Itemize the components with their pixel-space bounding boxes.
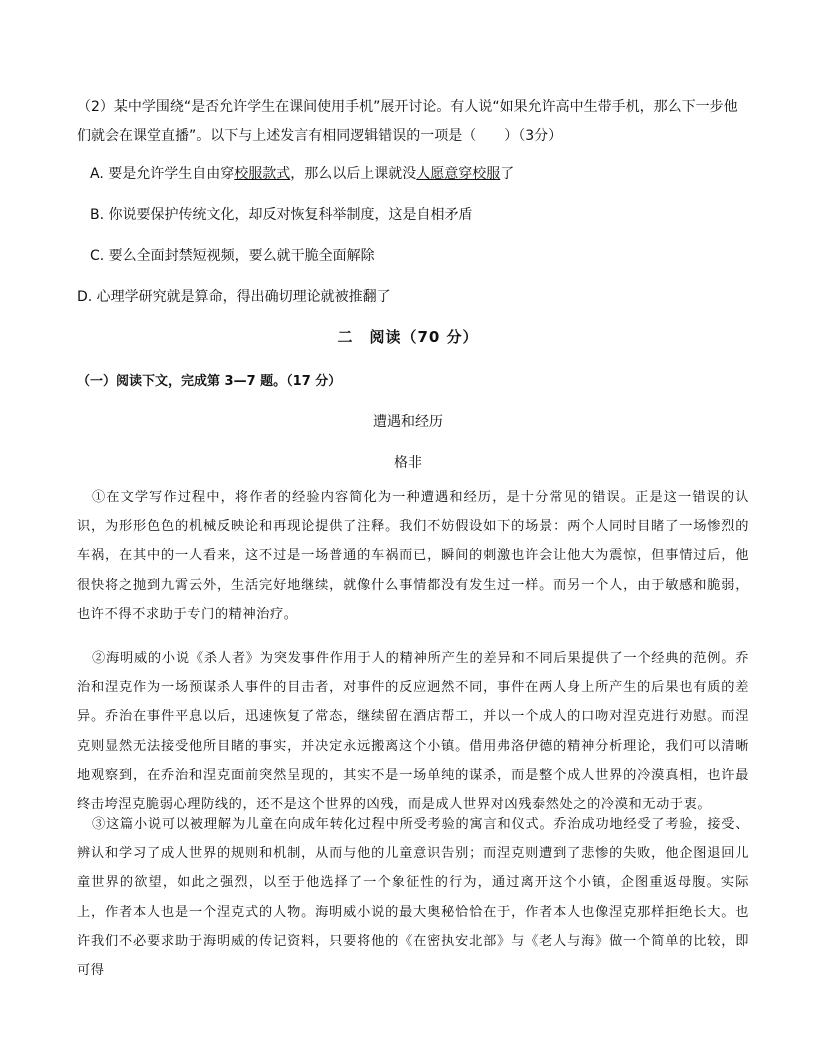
option-d: D. 心理学研究就是算命，得出确切理论就被推翻了 bbox=[77, 289, 391, 305]
article-paragraph: ②海明威的小说《杀人者》为突发事件作用于人的精神所产生的差异和不同后果提供了一个经典的范例。乔治和涅克作为一场预谋杀人事件的目击者，对事件的反应迥然不同，事件在两人身上所产生的后果也有质的差异。乔治在事件平息以后，迅速恢复了常态，继续留在酒店帮工，并以一个成人的口吻对涅克进行劝慰。而涅克则显然无法接受他所目睹的事实，并决定永远搬离这个小镇。借用弗洛伊德的精神分析理论，我们可以清晰地观察到，在乔治和涅克面前突然呈现的，其实不是一场单纯的谋杀，而是整个成人世界的冷漠真相，也许最终击垮涅克脆弱心理防线的，还不是这个世界的凶残，而是成人世界对凶残泰然处之的冷漠和无动于衷。 bbox=[77, 651, 749, 813]
option-a-suffix: 了 bbox=[500, 166, 515, 182]
option-a-underlined-1: 校服款式 bbox=[234, 166, 291, 182]
option-c: C. 要么全面封禁短视频，要么就干脆全面解除 bbox=[90, 248, 375, 264]
option-a bbox=[90, 163, 514, 183]
question-stem: （2）某中学围绕“是否允许学生在课间使用手机”展开讨论。有人说“如果允许高中生带手机，那么下一步他们就会在课堂直播”。以下与上述发言有相同逻辑错误的一项是（ ）（3分） bbox=[77, 99, 738, 144]
option-a-mid: ，那么以后上课就没 bbox=[290, 166, 417, 182]
section-title: 二 阅读（70 分） bbox=[337, 328, 479, 346]
section-subtitle: （一）阅读下文，完成第 3—7 题。（17 分） bbox=[77, 374, 342, 389]
article-title: 遭遇和经历 bbox=[373, 414, 443, 430]
option-a-prefix: A. 要是允许学生自由穿 bbox=[90, 166, 235, 182]
option-a-underlined-2: 人愿意穿校服 bbox=[416, 166, 501, 182]
option-b: B. 你说要保护传统文化，却反对恢复科举制度，这是自相矛盾 bbox=[90, 207, 473, 223]
article-paragraph: ①在文学写作过程中，将作者的经验内容简化为一种遭遇和经历，是十分常见的错误。正是这一错误的认识，为形形色色的机械反映论和再现论提供了注释。我们不妨假设如下的场景：两个人同时目睹了一场惨烈的车祸，在其中的一人看来，这不过是一场普通的车祸而已，瞬间的刺激也许会让他大为震惊，但事情过后，他很快将之抛到九霄云外，生活完好地继续，就像什么事情都没有发生过一样。而另一个人，由于敏感和脆弱，也许不得不求助于专门的精神治疗。 bbox=[77, 490, 749, 622]
article-paragraph: ③这篇小说可以被理解为儿童在向成年转化过程中所受考验的寓言和仪式。乔治成功地经受了考验，接受、辨认和学习了成人世界的规则和机制，从而与他的儿童意识告别；而涅克则遭到了悲惨的失败，他企图退回儿童世界的欲望，如此之强烈，以至于他选择了一个象征性的行为，通过离开这个小镇，企图重返母腹。实际上，作者本人也是一个涅克式的人物。海明威小说的最大奥秘恰恰在于，作者本人也像涅克那样拒绝长大。也许我们不必要求助于海明威的传记资料，只要将他的《在密执安北部》与《老人与海》做一个简单的比较，即可得 bbox=[77, 817, 749, 979]
article-author: 格非 bbox=[394, 455, 422, 471]
